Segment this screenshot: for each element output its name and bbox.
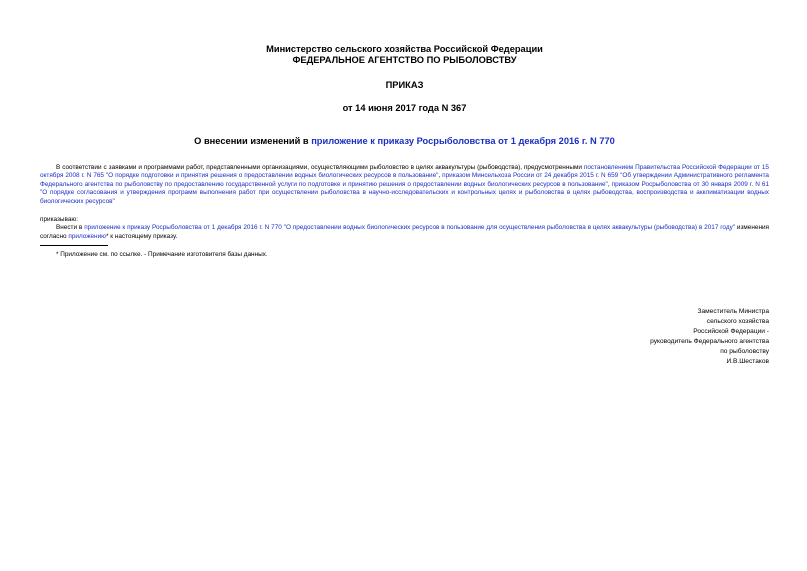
ministry-name: Министерство сельского хозяйства Российской Федерации: [266, 44, 543, 54]
agency-order-link[interactable]: приказом Росрыболовства от 30 января 2009 г. N 61 "О порядке согласования и утверждения программ выполнения работ при осуществлении рыболовства в научно-исследовательских и контрольных целях и рыболовства в целях рыбоводства, воспроизводства и акклиматизации водных биологических ресурсов": [40, 180, 769, 205]
document-title: [40, 136, 769, 147]
agency-name: ФЕДЕРАЛЬНОЕ АГЕНТСТВО ПО РЫБОЛОВСТВУ: [292, 55, 517, 65]
document-date-number: от 14 июня 2017 года N 367: [342, 103, 467, 113]
footnote-divider: [40, 245, 108, 246]
order-text-3: * к настоящему приказу.: [105, 232, 178, 240]
preamble-text-3: ,: [607, 180, 612, 188]
document-type: ПРИКАЗ: [385, 80, 424, 90]
order-text-1: Внести в: [56, 224, 85, 232]
appendix-link[interactable]: приложению: [68, 232, 106, 240]
signature-line: Заместитель Министра: [697, 308, 769, 315]
signature-line: сельского хозяйства: [706, 318, 769, 326]
signatory-name: И.В.Шестаков: [726, 358, 769, 366]
preamble-paragraph: [40, 164, 769, 206]
government-decree-link[interactable]: постановлением Правительства Российской Федерации от 15 октября 2008 г. N 765 "О порядке подготовки и принятия решения о предоставлении водных биологических ресурсов в пользование": [40, 164, 769, 180]
preamble-text-1: В соответствии с заявками и программами работ, представленными организациями, осуществляющими рыболовство в целях аквакультуры (рыбоводства), предусмотренными: [56, 164, 584, 171]
order-text-2: изменения согласно: [40, 224, 770, 240]
preamble-text-2: ,: [438, 172, 443, 180]
signature-line: Российской Федерации -: [693, 328, 769, 336]
footnote: * Приложение см. по ссылке. - Примечание изготовителя базы данных.: [56, 251, 268, 259]
signature-line: руководитель Федерального агентства: [650, 338, 769, 346]
signature-block: [650, 307, 769, 368]
title-prefix: О внесении изменений в: [194, 136, 312, 146]
ministry-order-link[interactable]: приказом Минсельхоза России от 24 декабря 2015 г. N 659 "Об утверждении Административного регламента Федерального агентства по рыболовству по предоставлению государственной услуги по подготовке и принятию решения о предоставлении водных биологических ресурсов в пользование": [40, 172, 769, 188]
document-page: [40, 44, 769, 259]
order-word: приказываю:: [40, 216, 78, 224]
signature-line: по рыболовству: [720, 348, 769, 356]
amended-order-link[interactable]: приложение к приказу Росрыболовства от 1 декабря 2016 г. N 770 "О предоставлении водных биологических ресурсов в пользование для осуществления рыболовства в целях аквакультуры (рыбоводства) в 2017 году": [84, 224, 736, 232]
order-paragraph: [40, 224, 769, 241]
title-link[interactable]: приложение к приказу Росрыболовства от 1 декабря 2016 г. N 770: [311, 136, 615, 146]
